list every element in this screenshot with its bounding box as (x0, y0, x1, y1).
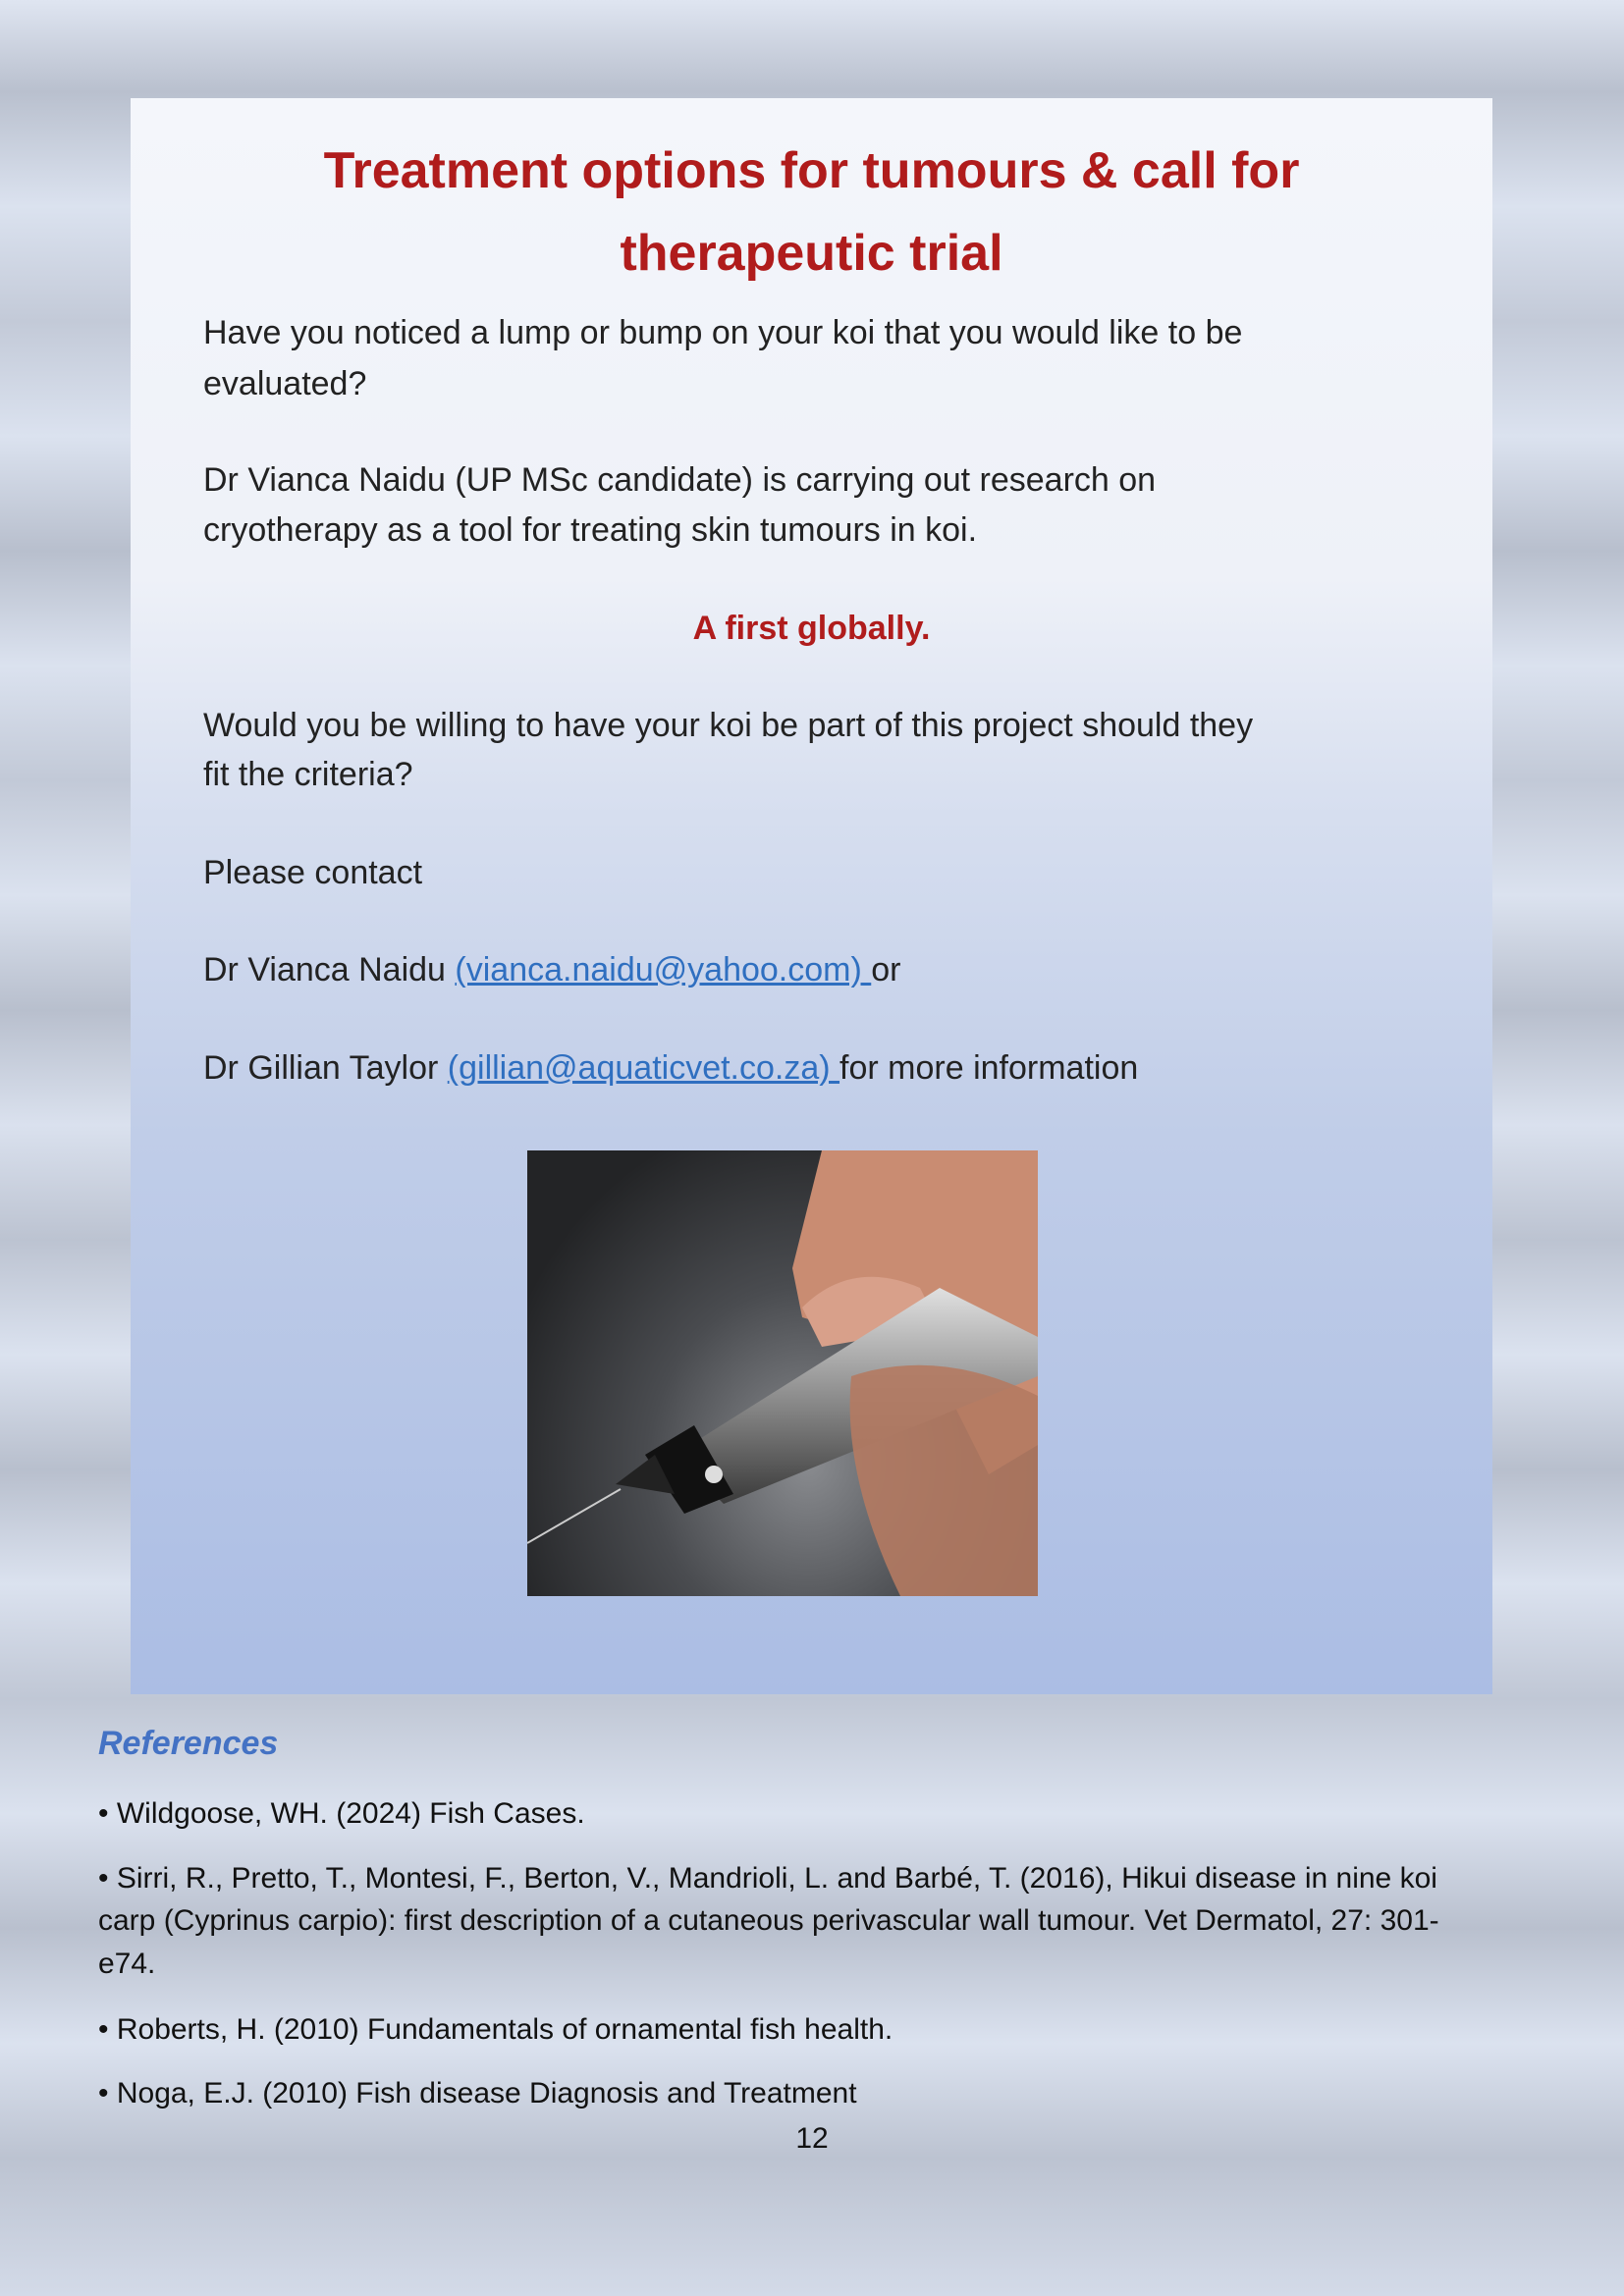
reference-item: • Roberts, H. (2010) Fundamentals of ornamental fish health. (98, 2013, 893, 2046)
para1-line1: Have you noticed a lump or bump on your koi that you would like to be (203, 314, 1243, 351)
contact2-name: Dr Gillian Taylor (203, 1049, 448, 1087)
highlight-text: A first globally. (692, 610, 931, 647)
contact2-suffix: for more information (839, 1049, 1139, 1087)
contact2-email-link[interactable]: (gillian@aquaticvet.co.za) (447, 1049, 840, 1087)
para1-line2: evaluated? (203, 365, 367, 402)
reference-item: • Noga, E.J. (2010) Fish disease Diagnosis and Treatment (98, 2077, 857, 2109)
reference-item: • Sirri, R., Pretto, T., Montesi, F., Berton, V., Mandrioli, L. and Barbé, T. (2016), Hikui disease in nine koi (98, 1862, 1437, 1895)
para2-line2: cryotherapy as a tool for treating skin tumours in koi. (203, 511, 978, 549)
para3-line1: Would you be willing to have your koi be part of this project should they (203, 707, 1254, 744)
para3-line2: fit the criteria? (203, 756, 413, 793)
para2-line1: Dr Vianca Naidu (UP MSc candidate) is carrying out research on (203, 461, 1157, 499)
references-heading: References (98, 1725, 279, 1762)
trial-flyer (131, 98, 1492, 1694)
contact1-email-link[interactable]: (vianca.naidu@yahoo.com) (455, 951, 872, 988)
reference-item: • Wildgoose, WH. (2024) Fish Cases. (98, 1797, 585, 1830)
flyer-title-line1: Treatment options for tumours & call for (323, 142, 1300, 199)
contact-1 (203, 951, 900, 989)
reference-item-continued: e74. (98, 1948, 156, 1980)
contact1-suffix: or (871, 951, 901, 988)
cryotherapy-pen-photo (527, 1150, 1038, 1596)
reference-item-continued: carp (Cyprinus carpio): first description of a cutaneous perivascular wall tumour. Vet Dermatol, 27: 301- (98, 1904, 1439, 1937)
please-contact: Please contact (203, 854, 423, 891)
page-number: 12 (795, 2122, 829, 2155)
flyer-title-line2: therapeutic trial (620, 225, 1003, 282)
contact-2 (203, 1049, 1138, 1088)
contact1-name: Dr Vianca Naidu (203, 951, 456, 988)
